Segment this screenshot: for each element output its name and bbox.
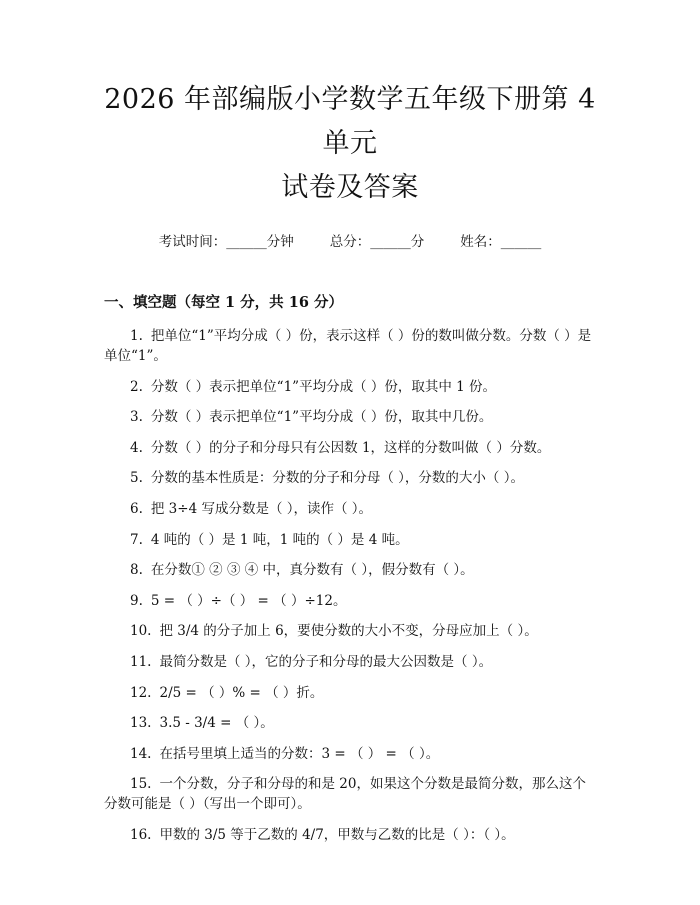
question-item	[104, 683, 596, 703]
question-text: 在分数① ② ③ ④ 中，真分数有（ ），假分数有（ ）。	[150, 562, 474, 579]
question-number: 10.	[130, 623, 152, 640]
question-text: 在括号里填上适当的分数：3 = （ ） = （ ）。	[159, 745, 440, 762]
question-text: 最简分数是（ ），它的分子和分母的最大公因数是（ ）。	[159, 653, 493, 670]
question-item	[104, 744, 596, 764]
section-title-fill-blank: 一、填空题（每空 1 分，共 16 分）	[104, 294, 343, 311]
question-item	[104, 407, 596, 427]
question-text: 分数（ ）表示把单位“1”平均分成（ ）份，取其中几份。	[150, 409, 493, 426]
question-number: 14.	[130, 745, 152, 762]
question-text: 分数的基本性质是：分数的分子和分母（ ），分数的大小（ ）。	[150, 470, 524, 487]
question-text: 把 3÷4 写成分数是（ ），读作（ ）。	[150, 500, 373, 517]
question-number: 3.	[130, 409, 143, 426]
question-text: 把单位“1”平均分成（ ）份，表示这样（ ）份的数叫做分数。分数（ ）是单位“1”。	[104, 328, 592, 364]
question-number: 6.	[130, 500, 143, 517]
question-number: 4.	[130, 439, 143, 456]
question-text: 4 吨的（ ）是 1 吨，1 吨的（ ）是 4 吨。	[150, 531, 409, 548]
student-name: 姓名：______	[460, 234, 542, 250]
title-line-2: 试卷及答案	[281, 172, 419, 203]
question-number: 8.	[130, 562, 143, 579]
question-text: 一个分数，分子和分母的和是 20，如果这个分数是最简分数，那么这个分数可能是（ ）（写出一个即可）。	[104, 776, 586, 813]
question-item	[104, 499, 596, 519]
question-item	[104, 825, 596, 845]
exam-score: 总分：______分	[329, 234, 425, 250]
question-number: 1.	[130, 328, 143, 344]
question-number: 9.	[130, 592, 143, 609]
question-number: 7.	[130, 531, 143, 548]
question-item	[104, 560, 596, 580]
question-item	[104, 377, 596, 397]
question-text: 2/5 = （ ）% = （ ）折。	[159, 684, 324, 701]
question-item	[104, 652, 596, 672]
question-number: 13.	[130, 715, 152, 732]
document-title	[104, 78, 596, 210]
question-text: 分数（ ）表示把单位“1”平均分成（ ）份，取其中 1 份。	[150, 378, 497, 395]
question-list	[104, 326, 596, 845]
title-line-1: 2026 年部编版小学数学五年级下册第 4 单元	[104, 84, 596, 159]
question-item	[104, 713, 596, 733]
question-number: 12.	[130, 684, 152, 701]
exam-meta	[104, 232, 596, 252]
exam-time: 考试时间：______分钟	[158, 234, 294, 250]
question-text: 3.5 - 3/4 = （ ）。	[159, 715, 274, 732]
question-text: 5 = （ ）÷（ ） = （ ）÷12。	[150, 592, 347, 609]
question-item	[104, 438, 596, 458]
question-number: 16.	[130, 826, 152, 843]
question-number: 2.	[130, 378, 143, 395]
question-text: 甲数的 3/5 等于乙数的 4/7，甲数与乙数的比是（ ）：（ ）。	[159, 826, 515, 843]
question-number: 15.	[130, 776, 152, 793]
question-text: 把 3/4 的分子加上 6，要使分数的大小不变，分母应加上（ ）。	[159, 623, 538, 640]
question-item	[104, 468, 596, 488]
question-item	[104, 326, 596, 366]
question-text: 分数（ ）的分子和分母只有公因数 1，这样的分数叫做（ ）分数。	[150, 439, 551, 456]
question-number: 5.	[130, 470, 143, 487]
question-item	[104, 591, 596, 611]
question-number: 11.	[130, 653, 152, 670]
question-item	[104, 621, 596, 641]
question-item	[104, 530, 596, 550]
question-item	[104, 774, 596, 814]
